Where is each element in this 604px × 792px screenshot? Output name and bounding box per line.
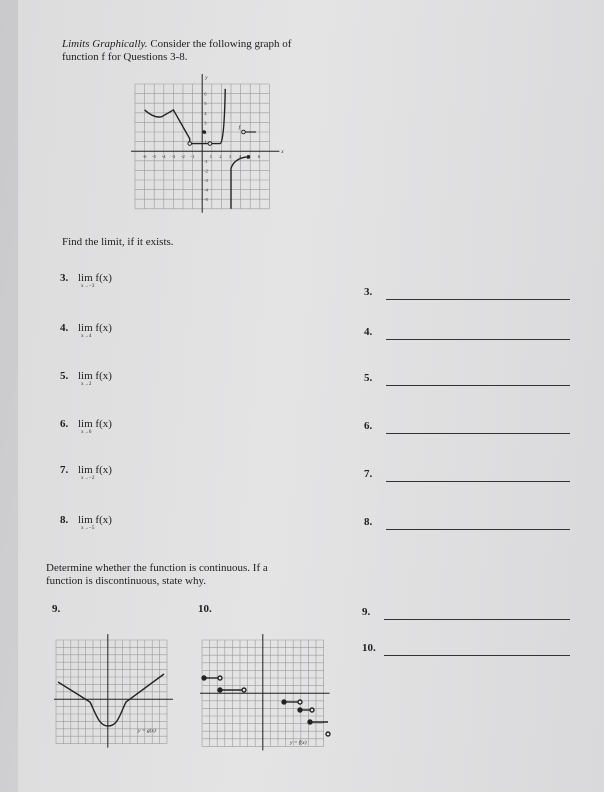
answer-line-6[interactable] — [386, 433, 570, 434]
answer-label-6: 6. — [364, 420, 373, 432]
open-point — [242, 130, 246, 134]
answer-label-7: 7. — [364, 468, 373, 480]
instruction-text: Find the limit, if it exists. — [62, 236, 174, 248]
y-tick-label: -5 — [204, 197, 208, 203]
graph-9 — [52, 630, 176, 756]
graph-10-steps — [202, 676, 330, 736]
y-tick-label: 4 — [204, 110, 207, 116]
x-tick-label: -1 — [190, 154, 195, 160]
question-6-limit — [78, 418, 112, 435]
y-axis-label: y — [205, 76, 208, 81]
question-6-number: 6. — [60, 418, 69, 430]
continuity-instruction-2: function is discontinuous, state why. — [46, 575, 206, 587]
x-tick-label: 2 — [219, 154, 222, 160]
y-tick-label: 2 — [204, 130, 207, 135]
y-tick-label: -1 — [204, 158, 208, 164]
limit-expression: lim f(x) — [78, 272, 112, 284]
y-tick-label: 1 — [204, 139, 207, 145]
question-3-number: 3. — [60, 272, 69, 284]
answer-line-10[interactable] — [384, 655, 570, 656]
f-right-branch — [231, 157, 246, 209]
x-axis-label: x — [281, 150, 284, 156]
function-label: f — [238, 125, 241, 132]
x-tick-label: 4 — [238, 154, 241, 160]
graph-9-label: y = g(x) — [138, 728, 156, 734]
open-point — [188, 142, 192, 146]
limit-subscript: x→2 — [81, 382, 92, 387]
answer-line-8[interactable] — [386, 529, 570, 530]
answer-line-7[interactable] — [386, 481, 570, 482]
section-title — [62, 38, 291, 51]
question-5-limit — [78, 370, 112, 387]
graph-10 — [198, 630, 334, 762]
y-tick-label: -4 — [204, 187, 208, 193]
limit-subscript: x→−5 — [81, 526, 95, 531]
y-tick-label: 5 — [204, 101, 207, 107]
answer-label-5: 5. — [364, 372, 373, 384]
y-tick-label: -3 — [204, 178, 208, 183]
question-3-limit — [78, 272, 112, 289]
y-tick-label: -2 — [204, 168, 208, 174]
limit-expression: lim f(x) — [78, 322, 112, 334]
question-4-limit — [78, 322, 112, 339]
x-tick-label: 6 — [257, 154, 261, 160]
section-title-line2: function f for Questions 3-8. — [62, 51, 188, 63]
graph-9-curve — [58, 674, 164, 726]
answer-line-3[interactable] — [386, 299, 570, 300]
x-tick-label: 1 — [209, 154, 213, 160]
open-point — [208, 142, 212, 146]
limit-expression: lim f(x) — [78, 418, 112, 430]
limit-expression: lim f(x) — [78, 514, 112, 526]
question-4-number: 4. — [60, 322, 69, 334]
answer-label-10: 10. — [362, 642, 376, 654]
answer-line-5[interactable] — [386, 385, 570, 386]
answer-label-3: 3. — [364, 286, 373, 298]
main-graph — [125, 72, 295, 222]
x-tick-label: -4 — [161, 154, 166, 160]
limit-subscript: x→−3 — [81, 284, 95, 289]
answer-label-4: 4. — [364, 326, 373, 338]
question-7-limit — [78, 464, 112, 481]
title-italic: Limits Graphically. — [62, 38, 148, 50]
x-tick-label: -2 — [181, 154, 185, 160]
limit-expression: lim f(x) — [78, 464, 112, 476]
question-8-number: 8. — [60, 514, 69, 526]
graph-10-label: y = f(x) — [290, 740, 307, 746]
question-5-number: 5. — [60, 370, 69, 382]
answer-line-9[interactable] — [384, 619, 570, 620]
answer-label-8: 8. — [364, 516, 373, 528]
question-7-number: 7. — [60, 464, 69, 476]
f-left-branch — [145, 110, 221, 144]
limit-subscript: x→6 — [81, 430, 92, 435]
question-9-number: 9. — [52, 603, 61, 615]
question-10-number: 10. — [198, 603, 212, 615]
y-tick-label: 3 — [204, 120, 207, 126]
question-8-limit — [78, 514, 112, 531]
x-tick-label: 5 — [248, 154, 251, 160]
limit-expression: lim f(x) — [78, 370, 112, 382]
title-rest: Consider the following graph of — [150, 38, 292, 50]
limit-subscript: x→−2 — [81, 476, 95, 481]
x-tick-label: -3 — [171, 154, 176, 160]
answer-label-9: 9. — [362, 606, 371, 618]
y-tick-label: 6 — [204, 91, 207, 97]
continuity-instruction-1: Determine whether the function is continuous. If a — [46, 562, 268, 574]
limit-subscript: x→4 — [81, 334, 92, 339]
x-tick-label: 3 — [229, 154, 232, 160]
x-tick-label: -6 — [142, 154, 147, 160]
x-tick-label: -5 — [152, 154, 156, 160]
answer-line-4[interactable] — [386, 339, 570, 340]
